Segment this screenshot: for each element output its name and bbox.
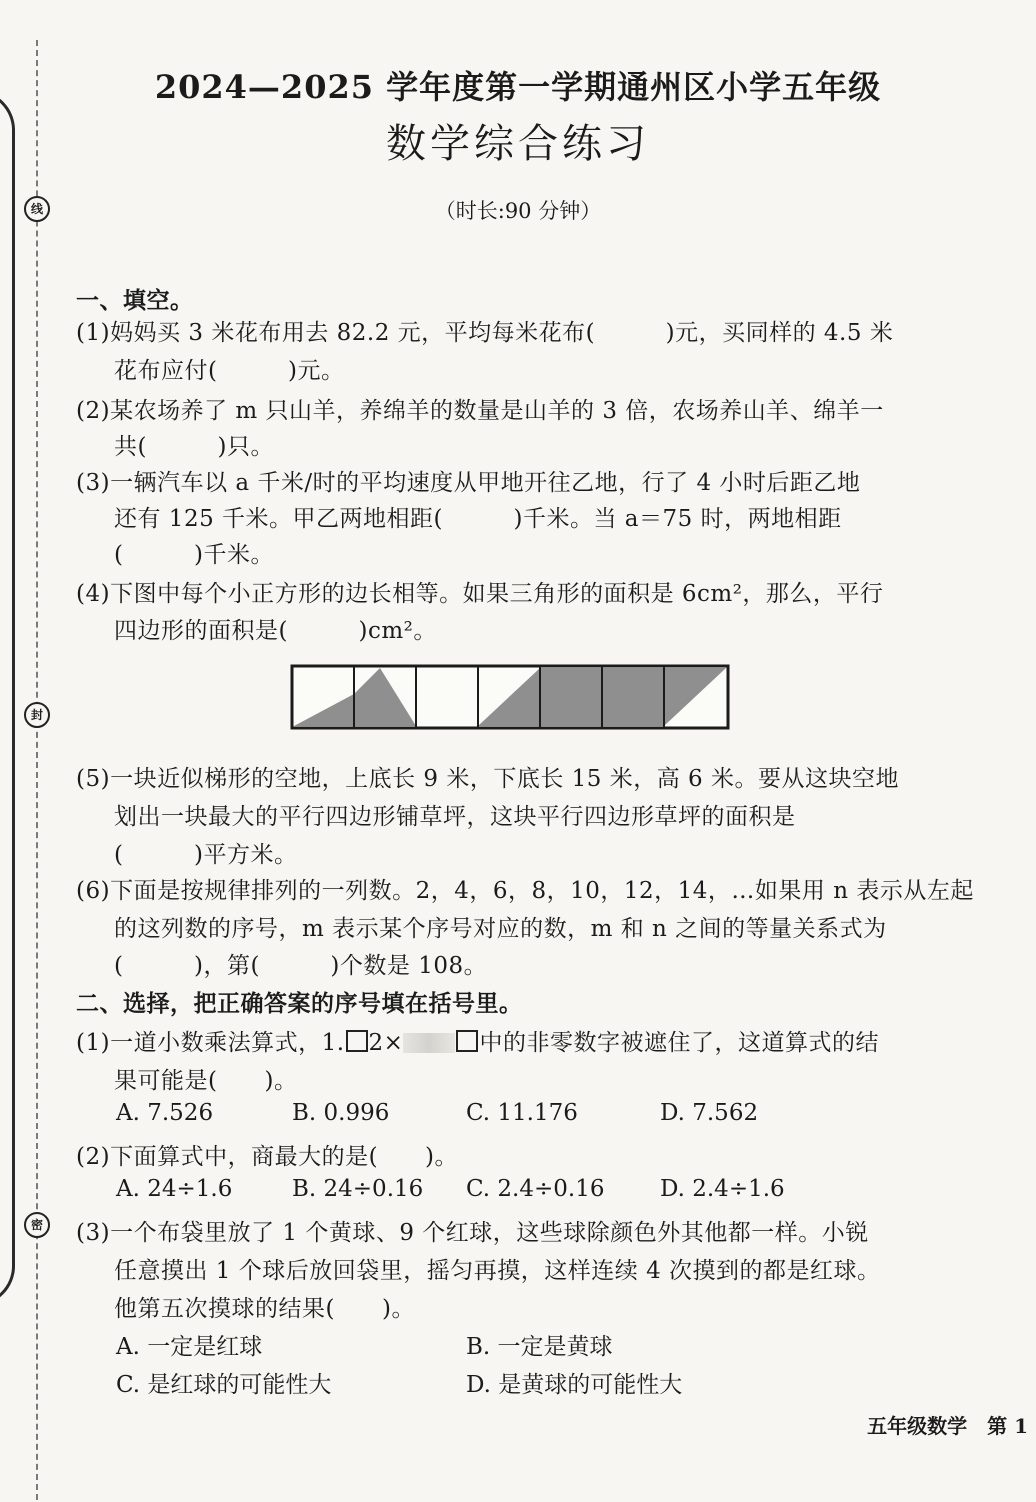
q2-1-option-c: C. 11.176	[466, 1100, 578, 1126]
q1-3-line1: (3)一辆汽车以 a 千米/时的平均速度从甲地开往乙地，行了 4 小时后距乙地	[76, 470, 861, 496]
q1-2-line1: (2)某农场养了 m 只山羊，养绵羊的数量是山羊的 3 倍，农场养山羊、绵羊一	[76, 398, 884, 424]
q2-3-line3: 他第五次摸球的结果( )。	[114, 1296, 415, 1322]
q1-2-line2: 共( )只。	[114, 434, 274, 460]
q2-1-line1	[76, 1024, 879, 1057]
q2-1-option-d: D. 7.562	[660, 1100, 759, 1126]
q1-5-line1: (5)一块近似梯形的空地，上底长 9 米，下底长 15 米，高 6 米。要从这块空地	[76, 766, 899, 792]
section1-heading: 一、填空。	[76, 287, 194, 314]
q2-1-text-post: 中的非零数字被遮住了，这道算式的结	[479, 1030, 879, 1056]
q1-4-line2: 四边形的面积是( )cm²。	[114, 618, 437, 644]
page-footer: 五年级数学 第 1	[867, 1414, 1028, 1438]
q1-1-line1: (1)妈妈买 3 米花布用去 82.2 元，平均每米花布( )元，买同样的 4.5 米	[76, 320, 894, 346]
q2-1-text-pre: (1)一道小数乘法算式，1.	[76, 1030, 345, 1056]
q2-3-line2: 任意摸出 1 个球后放回袋里，摇匀再摸，这样连续 4 次摸到的都是红球。	[114, 1258, 881, 1284]
binding-curve	[0, 90, 15, 1306]
q1-5-line2: 划出一块最大的平行四边形铺草坪，这块平行四边形草坪的面积是	[114, 804, 796, 830]
q1-1-line2: 花布应付( )元。	[114, 358, 345, 384]
q2-1-text-mid: 2×	[368, 1030, 404, 1056]
exam-title: 2024—2025 学年度第一学期通州区小学五年级	[154, 68, 882, 106]
q1-6-line2: 的这列数的序号，m 表示某个序号对应的数，m 和 n 之间的等量关系式为	[114, 916, 887, 942]
q2-3-option-a: A. 一定是红球	[116, 1334, 263, 1360]
q2-2-option-d: D. 2.4÷1.6	[660, 1176, 785, 1202]
q1-6-line3: ( )，第( )个数是 108。	[114, 953, 488, 979]
hidden-digit-box-1	[346, 1030, 368, 1052]
q1-6-line1: (6)下面是按规律排列的一列数。2，4，6，8，10，12，14，…如果用 n 表示从左起	[76, 878, 974, 904]
binding-mark-xian: 线	[24, 196, 50, 222]
q1-5-line3: ( )平方米。	[114, 842, 298, 868]
q1-3-line3: ( )千米。	[114, 542, 274, 568]
q1-4-line1: (4)下图中每个小正方形的边长相等。如果三角形的面积是 6cm²，那么，平行	[76, 581, 884, 607]
section2-heading: 二、选择，把正确答案的序号填在括号里。	[76, 990, 523, 1017]
q2-2-line1: (2)下面算式中，商最大的是( )。	[76, 1144, 459, 1170]
q2-2-option-c: C. 2.4÷0.16	[466, 1176, 605, 1202]
hidden-digit-box-2	[456, 1030, 478, 1052]
exam-subtitle: 数学综合练习	[386, 121, 650, 167]
binding-dashed-line	[36, 40, 38, 1500]
q2-3-option-c: C. 是红球的可能性大	[116, 1372, 332, 1398]
exam-duration: （时长:90 分钟）	[434, 199, 602, 223]
q2-2-option-a: A. 24÷1.6	[116, 1176, 233, 1202]
binding-mark-mi: 密	[24, 1212, 50, 1238]
binding-mark-feng: 封	[24, 702, 50, 728]
q2-3-option-b: B. 一定是黄球	[466, 1334, 613, 1360]
q2-2-option-b: B. 24÷0.16	[292, 1176, 424, 1202]
q2-3-line1: (3)一个布袋里放了 1 个黄球、9 个红球，这些球除颜色外其他都一样。小锐	[76, 1220, 869, 1246]
q2-1-option-b: B. 0.996	[292, 1100, 390, 1126]
obscured-digits	[403, 1033, 455, 1053]
q1-3-line2: 还有 125 千米。甲乙两地相距( )千米。当 a＝75 时，两地相距	[114, 506, 842, 532]
q2-3-option-d: D. 是黄球的可能性大	[466, 1372, 683, 1398]
q2-1-option-a: A. 7.526	[116, 1100, 214, 1126]
grid-figure	[290, 664, 730, 730]
q2-1-line2: 果可能是( )。	[114, 1068, 298, 1094]
